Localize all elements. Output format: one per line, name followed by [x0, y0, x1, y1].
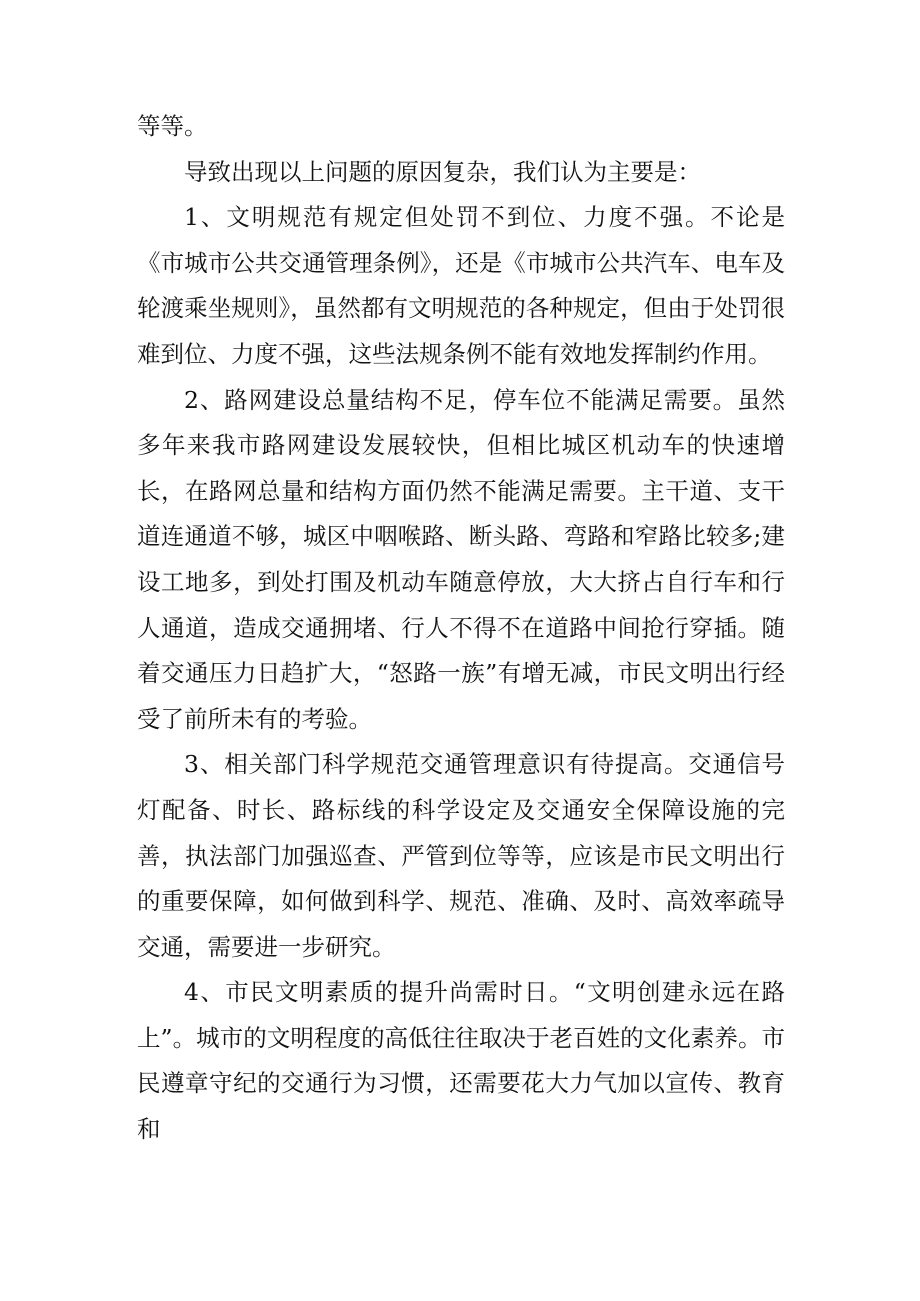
paragraph-reason-2: 2、路网建设总量结构不足，停车位不能满足需要。虽然多年来我市路网建设发展较快，但相比城区机动车的快速增长，在路网总量和结构方面仍然不能满足需要。主干道、支干道连通道不够，城区中咽喉路、断头路、弯路和窄路比较多;建设工地多，到处打围及机动车随意停放，大大挤占自行车和行人通道，造成交通拥堵、行人不得不在道路中间抢行穿插。随着交通压力日趋扩大，“怒路一族”有增无减，市民文明出行经受了前所未有的考验。 [137, 385, 785, 733]
paragraph-reason-3: 3、相关部门科学规范交通管理意识有待提高。交通信号灯配备、时长、路标线的科学设定及交通安全保障设施的完善，执法部门加强巡查、严管到位等等，应该是市民文明出行的重要保障，如何做到科学、规范、准确、及时、高效率疏导交通，需要进一步研究。 [137, 750, 785, 961]
paragraph-intro: 导致出现以上问题的原因复杂，我们认为主要是： [184, 157, 701, 186]
paragraph-continuation: 等等。 [137, 112, 208, 140]
paragraph-reason-4: 4、市民文明素质的提升尚需时日。“文明创建永远在路上”。城市的文明程度的高低往往取决于老百姓的文化素养。市民遵章守纪的交通行为习惯，还需要花大力气加以宣传、教育和 [137, 978, 785, 1144]
paragraph-reason-1: 1、文明规范有规定但处罚不到位、力度不强。不论是《市城市公共交通管理条例》，还是《市城市公共汽车、电车及轮渡乘坐规则》，虽然都有文明规范的各种规定，但由于处罚很难到位、力度不强，这些法规条例不能有效地发挥制约作用。 [137, 203, 785, 368]
document-body [137, 104, 785, 1153]
